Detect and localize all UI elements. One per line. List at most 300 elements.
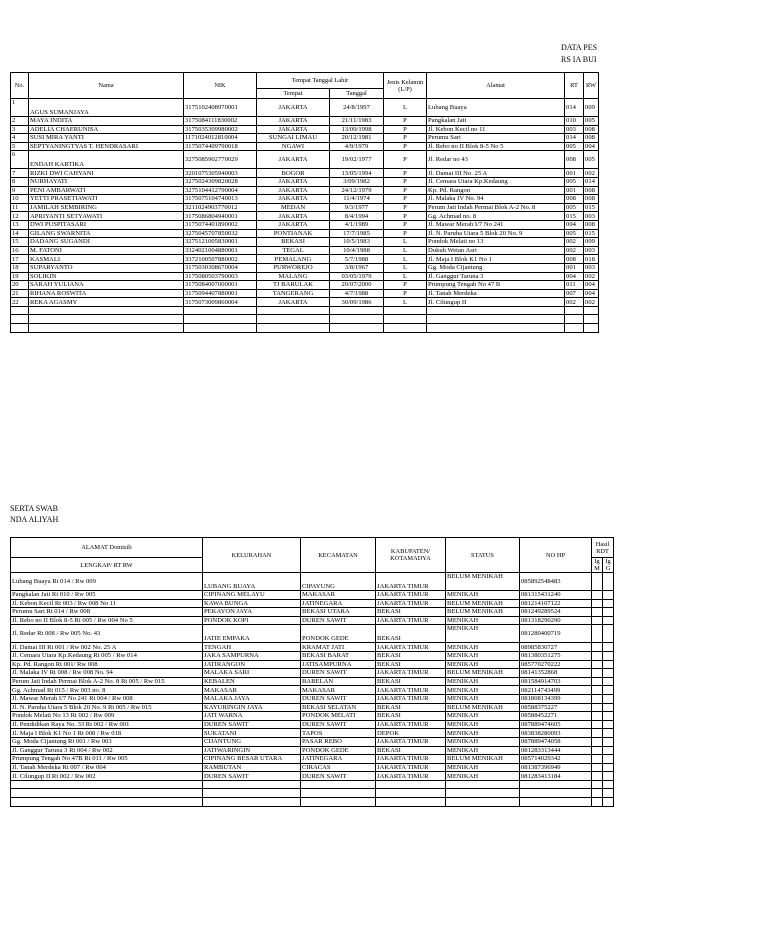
cell-kecamatan: DUREN SAWIT	[301, 694, 376, 703]
empty-cell	[520, 798, 592, 807]
cell-no-hp: 081584914703	[520, 677, 592, 686]
cell-igm	[592, 694, 603, 703]
table-row	[11, 755, 614, 764]
cell-alamat-domisili: Jl. Malaka IV Rt 008 / Rw 008 No. 94	[11, 669, 203, 678]
empty-cell	[603, 780, 614, 789]
table-row	[11, 117, 599, 126]
cell-tanggal: 3/8/1967	[330, 263, 384, 272]
cell-nik: 3175074401890002	[184, 220, 257, 229]
empty-cell	[257, 306, 330, 315]
title-line-2: RS IA BUI	[561, 55, 597, 64]
cell-alamat: Jl. Malaka IV No. 94	[427, 195, 565, 204]
cell-rw: 015	[584, 229, 599, 238]
empty-cell	[203, 789, 301, 798]
empty-cell	[584, 315, 599, 324]
cell-no: 22	[11, 298, 29, 307]
cell-alamat-domisili: Perum Jati Indah Permai Blok A-2 No. 8 Rt 005 / Rw 015	[11, 677, 203, 686]
cell-nama: SUPARYANTO	[29, 263, 184, 272]
cell-kabupaten: BEKASI	[376, 608, 446, 617]
cell-igm	[592, 625, 603, 643]
cell-status: MENIKAH	[446, 616, 520, 625]
empty-cell	[384, 324, 427, 333]
cell-igg	[603, 599, 614, 608]
cell-kecamatan: BEKASI UTARA	[301, 608, 376, 617]
cell-alamat-domisili: Prumpung Tengah No 47B Rt 011 / Rw 005	[11, 755, 203, 764]
table-row	[11, 203, 599, 212]
cell-no: 12	[11, 212, 29, 221]
cell-kabupaten: JAKARTA TIMUR	[376, 755, 446, 764]
cell-kecamatan: KRAMAT JATI	[301, 643, 376, 652]
document-title	[561, 42, 597, 66]
cell-nik: 3175074409790018	[184, 142, 257, 151]
cell-no: 2	[11, 117, 29, 126]
cell-kecamatan: BEKASI SELATAN	[301, 703, 376, 712]
cell-kecamatan: CIPAYUNG	[301, 573, 376, 591]
cell-tanggal: 11/4/1974	[330, 195, 384, 204]
cell-no-hp: 08588375227	[520, 703, 592, 712]
cell-status: MENIKAH	[446, 660, 520, 669]
cell-nik: 3372100507880002	[184, 255, 257, 264]
cell-nama: SARAH YULIANA	[29, 281, 184, 290]
header-alamat-domisili: ALAMAT Domisili	[11, 538, 203, 558]
cell-kabupaten: BEKASI	[376, 712, 446, 721]
cell-kelurahan: LUBANG BUAYA	[203, 573, 301, 591]
cell-alamat-domisili: Jl. Redar Rt 008 / Rw 005 No. 43	[11, 625, 203, 643]
cell-tempat: TEGAL	[257, 246, 330, 255]
cell-jenis-kelamin: L	[384, 263, 427, 272]
cell-rw: 008	[584, 195, 599, 204]
cell-rw: 004	[584, 281, 599, 290]
table-row	[11, 737, 614, 746]
cell-alamat-domisili: Gg. Moda Cijantung Rt 001 / Rw 003	[11, 737, 203, 746]
table-row	[11, 134, 599, 143]
empty-cell	[565, 306, 584, 315]
cell-rt: 001	[565, 263, 584, 272]
cell-kabupaten: JAKARTA TIMUR	[376, 720, 446, 729]
cell-alamat-domisili: Jl. N. Paruha Utara 5 Blok 20 No. 9 Rt 005 / Rw 015	[11, 703, 203, 712]
header-igg: Ig G	[603, 558, 614, 573]
cell-jenis-kelamin: L	[384, 272, 427, 281]
cell-rw: 003	[584, 246, 599, 255]
empty-cell	[330, 324, 384, 333]
cell-nik: 3175102408970001	[184, 99, 257, 117]
empty-cell	[427, 324, 565, 333]
empty-cell	[29, 306, 184, 315]
cell-status: MENIKAH	[446, 651, 520, 660]
table-row	[11, 686, 614, 695]
cell-tanggal: 8/4/1994	[330, 212, 384, 221]
empty-row	[11, 306, 599, 315]
cell-igg	[603, 677, 614, 686]
cell-no-hp: 081318290290	[520, 616, 592, 625]
cell-tempat: NGAWI	[257, 142, 330, 151]
cell-no: 7	[11, 169, 29, 178]
cell-status: MENIKAH	[446, 625, 520, 643]
cell-alamat-domisili: Gg. Achmad Rt 015 / Rw 003 no. 8	[11, 686, 203, 695]
header-no-hp: NO HP	[520, 538, 592, 573]
cell-kecamatan: DUREN SAWIT	[301, 772, 376, 781]
cell-igm	[592, 755, 603, 764]
cell-tanggal: 5/7/1988	[330, 255, 384, 264]
cell-no-hp: 08141352868	[520, 669, 592, 678]
title-fragment-2: NDA ALIYAH	[10, 515, 59, 524]
cell-jenis-kelamin: P	[384, 177, 427, 186]
cell-alamat: Lubang Buaya	[427, 99, 565, 117]
cell-rw: 014	[584, 177, 599, 186]
cell-tanggal: 9/3/1977	[330, 203, 384, 212]
cell-kabupaten: JAKARTA TIMUR	[376, 772, 446, 781]
empty-cell	[184, 324, 257, 333]
cell-tanggal: 13/05/1994	[330, 169, 384, 178]
table-row	[11, 169, 599, 178]
empty-cell	[301, 780, 376, 789]
cell-kabupaten: BEKASI	[376, 625, 446, 643]
cell-kelurahan: MAKASAR	[203, 686, 301, 695]
cell-no: 4	[11, 134, 29, 143]
cell-no-hp: 081387396949	[520, 763, 592, 772]
cell-tanggal: 4/1/1989	[330, 220, 384, 229]
cell-tempat: TJ BARULAK	[257, 281, 330, 290]
empty-row	[11, 324, 599, 333]
cell-status: MENIKAH	[446, 643, 520, 652]
cell-nama: M. FATONI	[29, 246, 184, 255]
header-jenis-kelamin: Jenis Kelamin (L/P)	[384, 73, 427, 99]
cell-no: 8	[11, 177, 29, 186]
table-row	[11, 125, 599, 134]
cell-tempat: JAKARTA	[257, 212, 330, 221]
cell-no-hp: 082114743499	[520, 686, 592, 695]
cell-no: 17	[11, 255, 29, 264]
cell-status: MENIKAH	[446, 712, 520, 721]
cell-no-hp: 081283413184	[520, 772, 592, 781]
table-row	[11, 238, 599, 247]
table-row	[11, 186, 599, 195]
cell-nama: ADELIA CHAERUNISA	[29, 125, 184, 134]
cell-jenis-kelamin: L	[384, 255, 427, 264]
table-row	[11, 694, 614, 703]
cell-nama: AGUS SUMANJAYA	[29, 99, 184, 117]
cell-rt: 011	[565, 281, 584, 290]
table-row	[11, 763, 614, 772]
cell-tempat: PONTIANAK	[257, 229, 330, 238]
table-row	[11, 616, 614, 625]
cell-igg	[603, 772, 614, 781]
cell-kecamatan: PONDOK GEDE	[301, 625, 376, 643]
table-row	[11, 608, 614, 617]
header-igm: Ig M	[592, 558, 603, 573]
cell-igg	[603, 712, 614, 721]
cell-alamat: Pondok Melati no 13	[427, 238, 565, 247]
cell-igm	[592, 677, 603, 686]
cell-status: MENIKAH	[446, 737, 520, 746]
empty-cell	[603, 789, 614, 798]
empty-cell	[592, 789, 603, 798]
table-row	[11, 651, 614, 660]
cell-jenis-kelamin: P	[384, 195, 427, 204]
cell-igg	[603, 608, 614, 617]
cell-alamat-domisili: Pondok Melati No 13 Rt 002 / Rw 009	[11, 712, 203, 721]
cell-alamat: Jl. N. Paruha Utara 5 Blok 20 No. 9	[427, 229, 565, 238]
cell-alamat: Jl. Ganggur Taruna 3	[427, 272, 565, 281]
cell-nama: ENDAH KARTIKA	[29, 151, 184, 169]
cell-no: 9	[11, 186, 29, 195]
empty-row	[11, 780, 614, 789]
table-row	[11, 772, 614, 781]
cell-tanggal: 17/7/1985	[330, 229, 384, 238]
cell-nik: 3275024309820028	[184, 177, 257, 186]
cell-rw: 009	[584, 99, 599, 117]
cell-nik: 3175084111830002	[184, 117, 257, 126]
cell-no-hp: 081249289524	[520, 608, 592, 617]
cell-tempat: BOGOR	[257, 169, 330, 178]
empty-cell	[257, 315, 330, 324]
cell-tempat: PURWOREJO	[257, 263, 330, 272]
cell-kecamatan: DUREN SAWIT	[301, 616, 376, 625]
empty-cell	[376, 780, 446, 789]
cell-rt: 002	[565, 298, 584, 307]
empty-cell	[203, 780, 301, 789]
empty-cell	[592, 780, 603, 789]
participants-table	[10, 72, 599, 333]
cell-kabupaten: BEKASI	[376, 660, 446, 669]
empty-cell	[11, 798, 203, 807]
cell-kabupaten: BEKASI	[376, 677, 446, 686]
cell-rw: 018	[584, 255, 599, 264]
cell-nama: JAMILAH SEMBIRING	[29, 203, 184, 212]
header-tanggal: Tanggal	[330, 89, 384, 99]
cell-no-hp: 081283313444	[520, 746, 592, 755]
cell-alamat: Dukuh Wetan Asri	[427, 246, 565, 255]
cell-tanggal: 10/5/1983	[330, 238, 384, 247]
cell-nik: 3275085902770029	[184, 151, 257, 169]
table-row	[11, 703, 614, 712]
cell-status: BELUM MENIKAH	[446, 755, 520, 764]
cell-status: BELUM MENIKAH	[446, 573, 520, 591]
cell-tempat: JAKARTA	[257, 99, 330, 117]
cell-kecamatan: JATINEGARA	[301, 755, 376, 764]
cell-status: MENIKAH	[446, 763, 520, 772]
cell-rt: 001	[565, 169, 584, 178]
header-tempat: Tempat	[257, 89, 330, 99]
cell-jenis-kelamin: P	[384, 134, 427, 143]
cell-no-hp: 081808134399	[520, 694, 592, 703]
cell-alamat-domisili: Jl. Kebon Kecil Rt 003 / Rw 008 No 11	[11, 599, 203, 608]
cell-nama: PENI AMBARWATI	[29, 186, 184, 195]
cell-rw: 002	[584, 169, 599, 178]
empty-cell	[520, 780, 592, 789]
cell-tempat: JAKARTA	[257, 298, 330, 307]
empty-cell	[520, 789, 592, 798]
cell-igg	[603, 763, 614, 772]
cell-alamat: Gg. Achmad no. 8	[427, 212, 565, 221]
cell-igm	[592, 591, 603, 600]
empty-cell	[592, 798, 603, 807]
cell-rt: 005	[565, 229, 584, 238]
cell-kelurahan: PONDOK KOPI	[203, 616, 301, 625]
cell-igm	[592, 772, 603, 781]
empty-cell	[446, 789, 520, 798]
cell-rw: 003	[584, 263, 599, 272]
cell-rw: 002	[584, 298, 599, 307]
cell-kelurahan: CIJANTUNG	[203, 737, 301, 746]
cell-tanggal: 03/05/1979	[330, 272, 384, 281]
cell-no-hp: 087889474605	[520, 720, 592, 729]
cell-alamat-domisili: Jl. Rebo no II Blok 8-5 Rt 005 / Rw 004 No 5	[11, 616, 203, 625]
cell-kelurahan: KAYURINGIN JAYA	[203, 703, 301, 712]
cell-kabupaten: JAKARTA TIMUR	[376, 573, 446, 591]
cell-alamat-domisili: Jl. Cemara Utara Kp.Kedaung Rt 005 / Rw 014	[11, 651, 203, 660]
cell-tanggal: 24/12/1979	[330, 186, 384, 195]
cell-igm	[592, 651, 603, 660]
cell-no: 19	[11, 272, 29, 281]
cell-nik: 1171024012810004	[184, 134, 257, 143]
cell-nama: GILANG SWARNITA	[29, 229, 184, 238]
cell-tanggal: 21/11/1983	[330, 117, 384, 126]
domicile-table	[10, 537, 614, 807]
cell-jenis-kelamin: L	[384, 238, 427, 247]
cell-tempat: TANGERANG	[257, 289, 330, 298]
cell-rt: 005	[565, 142, 584, 151]
cell-kabupaten: JAKARTA TIMUR	[376, 591, 446, 600]
cell-no: 18	[11, 263, 29, 272]
empty-cell	[565, 324, 584, 333]
cell-jenis-kelamin: L	[384, 99, 427, 117]
table-row	[11, 255, 599, 264]
table-row	[11, 142, 599, 151]
cell-kelurahan: JATIWARINGIN	[203, 746, 301, 755]
cell-kabupaten: BEKASI	[376, 746, 446, 755]
cell-nama: SUSI MIRA YANTI	[29, 134, 184, 143]
cell-jenis-kelamin: L	[384, 298, 427, 307]
cell-rw: 003	[584, 212, 599, 221]
cell-igm	[592, 746, 603, 755]
cell-kelurahan: CIPINANG BESAR UTARA	[203, 755, 301, 764]
cell-kelurahan: JATI WARNA	[203, 712, 301, 721]
header-hasil-rdt: Hasil RDT	[592, 538, 614, 558]
cell-no-hp: 085714029342	[520, 755, 592, 764]
cell-tempat: MALANG	[257, 272, 330, 281]
table-row	[11, 272, 599, 281]
header-rw: RW	[584, 73, 599, 99]
cell-kelurahan: DUREN SAWIT	[203, 772, 301, 781]
cell-igm	[592, 669, 603, 678]
cell-rt: 004	[565, 272, 584, 281]
cell-igm	[592, 703, 603, 712]
header-ttl: Tempat Tanggal Lahir	[257, 73, 384, 89]
cell-alamat-domisili: Perumu Sari Rt 014 / Rw 008	[11, 608, 203, 617]
cell-rw: 008	[584, 220, 599, 229]
cell-tempat: JAKARTA	[257, 117, 330, 126]
cell-igg	[603, 755, 614, 764]
header-nik: NIK	[184, 73, 257, 99]
cell-alamat-domisili: Lubang Buaya Rt 014 / Rw 009	[11, 573, 203, 591]
cell-rt: 008	[565, 195, 584, 204]
cell-no: 11	[11, 203, 29, 212]
cell-status: BELUM MENIKAH	[446, 608, 520, 617]
cell-tempat: JAKARTA	[257, 195, 330, 204]
cell-tempat: JAKARTA	[257, 177, 330, 186]
cell-rt: 003	[565, 125, 584, 134]
cell-igg	[603, 729, 614, 738]
cell-tempat: SUNGAI LIMAU	[257, 134, 330, 143]
cell-kelurahan: CIPINANG MELAYU	[203, 591, 301, 600]
empty-cell	[184, 306, 257, 315]
cell-rt: 002	[565, 238, 584, 247]
cell-kecamatan: PONDOK GEDE	[301, 746, 376, 755]
table-row	[11, 599, 614, 608]
table-row	[11, 99, 599, 117]
header-nama: Nama	[29, 73, 184, 99]
empty-cell	[301, 789, 376, 798]
cell-kecamatan: DUREN SAWIT	[301, 669, 376, 678]
cell-no-hp: 085892548483	[520, 573, 592, 591]
cell-igg	[603, 737, 614, 746]
cell-no: 20	[11, 281, 29, 290]
empty-cell	[446, 780, 520, 789]
cell-kabupaten: DEPOK	[376, 729, 446, 738]
cell-no-hp: 08985830727	[520, 643, 592, 652]
cell-nik: 3175086804940001	[184, 212, 257, 221]
empty-cell	[330, 306, 384, 315]
header-kecamatan: KECAMATAN	[301, 538, 376, 573]
cell-kelurahan: PEKAYON JAYA	[203, 608, 301, 617]
cell-no: 15	[11, 238, 29, 247]
table-row	[11, 177, 599, 186]
cell-kabupaten: BEKASI	[376, 651, 446, 660]
cell-igg	[603, 720, 614, 729]
cell-igm	[592, 729, 603, 738]
cell-igg	[603, 616, 614, 625]
cell-igg	[603, 703, 614, 712]
cell-tanggal: 4/7/1988	[330, 289, 384, 298]
cell-kecamatan: MAKASAR	[301, 686, 376, 695]
cell-igg	[603, 686, 614, 695]
table-row	[11, 229, 599, 238]
cell-no: 5	[11, 142, 29, 151]
cell-jenis-kelamin: L	[384, 246, 427, 255]
cell-rt: 014	[565, 99, 584, 117]
cell-rw: 008	[584, 134, 599, 143]
cell-tanggal: 10/4/1988	[330, 246, 384, 255]
cell-igm	[592, 763, 603, 772]
cell-tempat: PEMALANG	[257, 255, 330, 264]
cell-alamat-domisili: Jl. Pendidikan Raya No. 33 Rt 002 / Rw 001	[11, 720, 203, 729]
cell-alamat: Perumu Sari	[427, 134, 565, 143]
cell-alamat: Prumpung Tengah No 47 B	[427, 281, 565, 290]
cell-kabupaten: JAKARTA TIMUR	[376, 694, 446, 703]
table-row	[11, 220, 599, 229]
table-row	[11, 669, 614, 678]
cell-tempat: JAKARTA	[257, 220, 330, 229]
empty-cell	[29, 324, 184, 333]
cell-nik: 3275045707850032	[184, 229, 257, 238]
cell-rw: 005	[584, 151, 599, 169]
cell-no: 16	[11, 246, 29, 255]
cell-no: 6	[11, 151, 29, 169]
empty-row	[11, 798, 614, 807]
title-fragment-1: SERTA SWAB	[10, 504, 58, 513]
cell-nik: 3175073009860004	[184, 298, 257, 307]
cell-nik: 3324021004880001	[184, 246, 257, 255]
cell-status: MENIKAH	[446, 720, 520, 729]
cell-rw: 004	[584, 142, 599, 151]
cell-rt: 001	[565, 186, 584, 195]
cell-alamat-domisili: Kp. Pd. Rangon Rt 001/ Rw 008	[11, 660, 203, 669]
cell-jenis-kelamin: P	[384, 151, 427, 169]
empty-cell	[427, 306, 565, 315]
cell-status: MENIKAH	[446, 591, 520, 600]
cell-rw: 009	[584, 238, 599, 247]
